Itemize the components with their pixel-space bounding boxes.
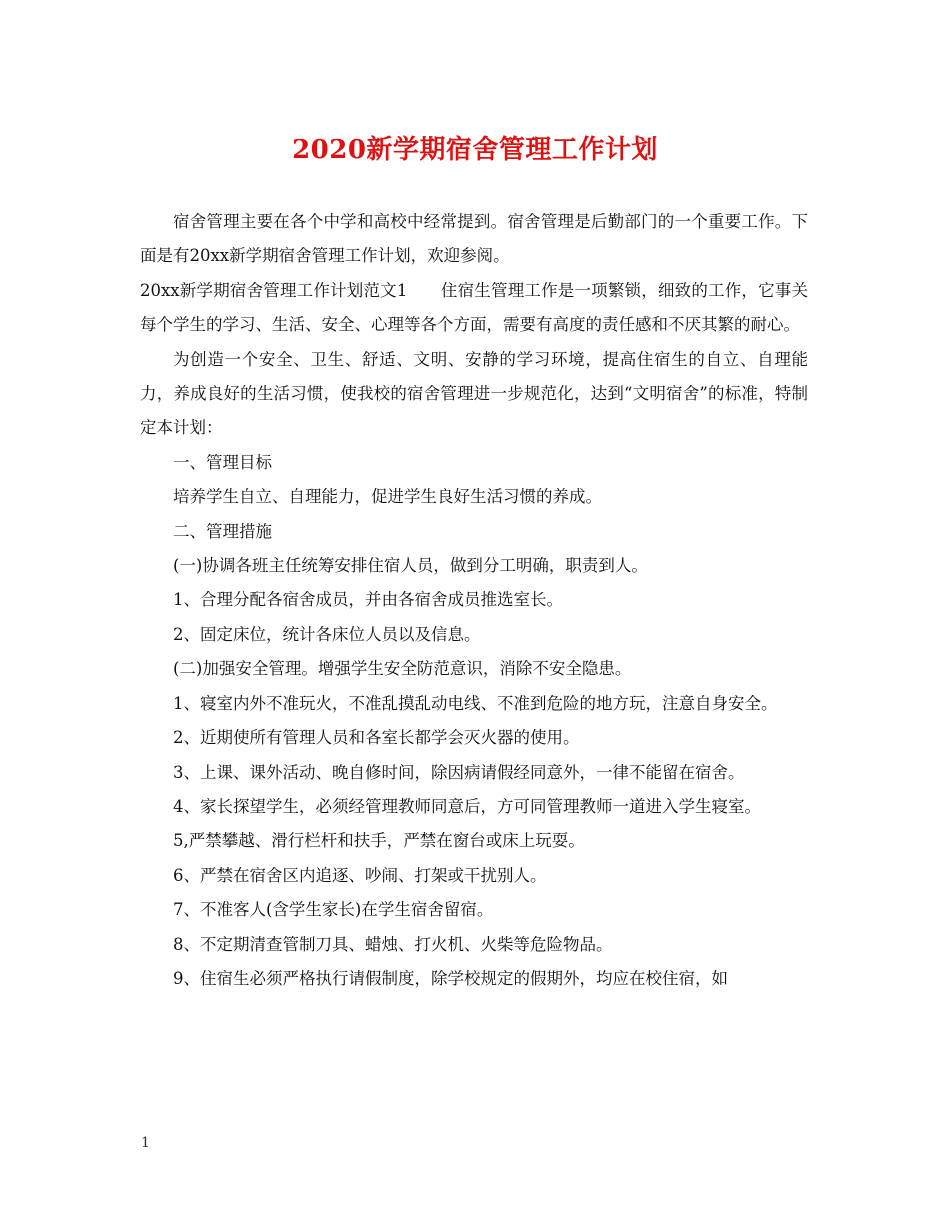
- list-item: 7、不准客人(含学生家长)在学生宿舍留宿。: [173, 900, 494, 920]
- heading-management-goal: 一、管理目标: [173, 452, 272, 472]
- paragraph-example-1: 20xx新学期宿舍管理工作计划范文1 住宿生管理工作是一项繁锁，细致的工作，它事关每个学生的学习、生活、安全、心理等各个方面，需要有高度的责任感和不厌其繁的耐心。: [140, 280, 808, 335]
- document-body: [140, 205, 808, 996]
- list-item: 8、不定期清查管制刀具、蜡烛、打火机、火柴等危险物品。: [173, 934, 613, 954]
- subheading-safety: (二)加强安全管理。增强学生安全防范意识，消除不安全隐患。: [173, 659, 632, 679]
- heading-management-measures: 二、管理措施: [173, 521, 272, 541]
- list-item: 2、固定床位，统计各床位人员以及信息。: [173, 624, 481, 644]
- list-item: 5,严禁攀越、滑行栏杆和扶手，严禁在窗台或床上玩耍。: [173, 831, 585, 851]
- document-title: 2020新学期宿舍管理工作计划: [292, 135, 658, 165]
- paragraph-intro: 宿舍管理主要在各个中学和高校中经常提到。宿舍管理是后勤部门的一个重要工作。下面是有20xx新学期宿舍管理工作计划，欢迎参阅。: [140, 212, 808, 266]
- subheading-coordination: (一)协调各班主任统筹安排住宿人员，做到分工明确，职责到人。: [173, 556, 648, 576]
- paragraph-purpose: 为创造一个安全、卫生、舒适、文明、安静的学习环境，提高住宿生的自立、自理能力，养成良好的生活习惯，使我校的宿舍管理进一步规范化，达到“文明宿舍”的标准，特制定本计划：: [140, 349, 808, 438]
- list-item: 9、住宿生必须严格执行请假制度，除学校规定的假期外，均应在校住宿，如: [173, 968, 728, 988]
- paragraph-goal: 培养学生自立、自理能力，促进学生良好生活习惯的养成。: [173, 487, 602, 507]
- list-item: 1、寝室内外不准玩火，不准乱摸乱动电线、不准到危险的地方玩，注意自身安全。: [173, 693, 778, 713]
- list-item: 1、合理分配各宿舍成员，并由各宿舍成员推选室长。: [173, 590, 563, 610]
- list-item: 4、家长探望学生，必须经管理教师同意后，方可同管理教师一道进入学生寝室。: [173, 796, 761, 816]
- list-item: 2、近期使所有管理人员和各室长都学会灭火器的使用。: [173, 728, 580, 748]
- page-number: 1: [141, 1135, 150, 1151]
- list-item: 6、严禁在宿舍区内追逐、吵闹、打架或干扰别人。: [173, 865, 547, 885]
- list-item: 3、上课、课外活动、晚自修时间，除因病请假经同意外，一律不能留在宿舍。: [173, 762, 745, 782]
